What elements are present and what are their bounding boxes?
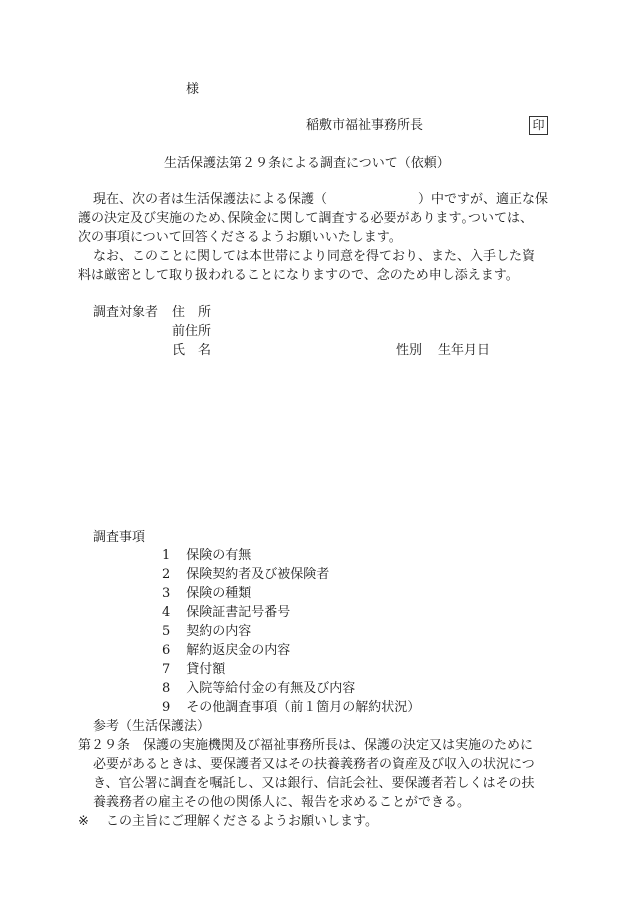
- intro-line-2: 護の決定及び実施のため､保険金に関して調査する必要があります｡ついては、: [78, 211, 534, 226]
- seal-mark: 印: [529, 116, 548, 135]
- item-text: 保険契約者及び被保険者: [186, 567, 330, 582]
- subject-address-label: 住 所: [172, 305, 212, 320]
- document-title: 生活保護法第２９条による調査について（依頼）: [164, 156, 450, 171]
- intro-line-1: 現在、次の者は生活保護法による保護（ ）中ですが、適正な保: [93, 192, 549, 207]
- list-item-6: [162, 641, 290, 660]
- item-number: 2: [162, 567, 171, 582]
- list-item-3: [162, 584, 251, 603]
- list-item-1: [162, 546, 251, 565]
- list-item-7: [162, 660, 225, 679]
- item-text: 保険証書記号番号: [186, 605, 291, 620]
- reference-heading: 参考（生活保護法）: [93, 719, 211, 734]
- list-item-9: [162, 698, 420, 717]
- item-text: 解約返戻金の内容: [186, 643, 291, 658]
- items-heading: 調査事項: [93, 530, 146, 545]
- intro-para2-line-2: 料は厳密として取り扱われることになりますので、念のため申し添えます。: [78, 268, 519, 283]
- item-text: 入院等給付金の有無及び内容: [186, 681, 356, 696]
- subject-birthdate-label: 生年月日: [438, 343, 491, 358]
- note-text: この主旨にご理解くださるようお願いします。: [106, 814, 378, 829]
- item-text: 契約の内容: [186, 624, 252, 639]
- intro-para2-line-1: なお、このことに関しては本世帯により同意を得ており、また、入手した資: [93, 249, 536, 264]
- item-number: 8: [162, 681, 171, 696]
- item-text: その他調査事項（前１箇月の解約状況）: [186, 700, 421, 715]
- note-mark: ※: [78, 814, 89, 829]
- subject-gender-label: 性別: [396, 343, 423, 358]
- list-item-5: [162, 622, 251, 641]
- item-number: 3: [162, 586, 171, 601]
- article-line-2: 必要があるときは、要保護者又はその扶養義務者の資産及び収入の状況につ: [93, 757, 535, 772]
- subject-prev-address-label: 前住所: [172, 324, 212, 339]
- item-number: 5: [162, 624, 171, 639]
- item-number: 7: [162, 662, 171, 677]
- item-text: 保険の種類: [186, 586, 252, 601]
- subject-name-label: 氏 名: [172, 343, 212, 358]
- list-item-4: [162, 603, 290, 622]
- subject-label: 調査対象者: [93, 305, 159, 320]
- article-line-3: き、官公署に調査を嘱託し、又は銀行、信託会社、要保護者若しくはその扶: [93, 776, 535, 791]
- list-item-8: [162, 679, 355, 698]
- list-item-2: [162, 565, 329, 584]
- article-line-4: 養義務者の雇主その他の関係人に、報告を求めることができる。: [93, 795, 471, 810]
- intro-line-3: 次の事項について回答くださるようお願いいたします。: [78, 230, 402, 245]
- addressee-honorific: 様: [186, 82, 200, 97]
- item-number: 4: [162, 605, 171, 620]
- item-text: 貸付額: [186, 662, 226, 677]
- sender-name: 稲敷市福祉事務所長: [306, 118, 424, 133]
- item-number: 6: [162, 643, 171, 658]
- item-number: 9: [162, 700, 171, 715]
- item-text: 保険の有無: [186, 548, 252, 563]
- item-number: 1: [162, 548, 171, 563]
- article-line-1: 第２９条 保護の実施機関及び福祉事務所長は、保護の決定又は実施のために: [78, 738, 534, 753]
